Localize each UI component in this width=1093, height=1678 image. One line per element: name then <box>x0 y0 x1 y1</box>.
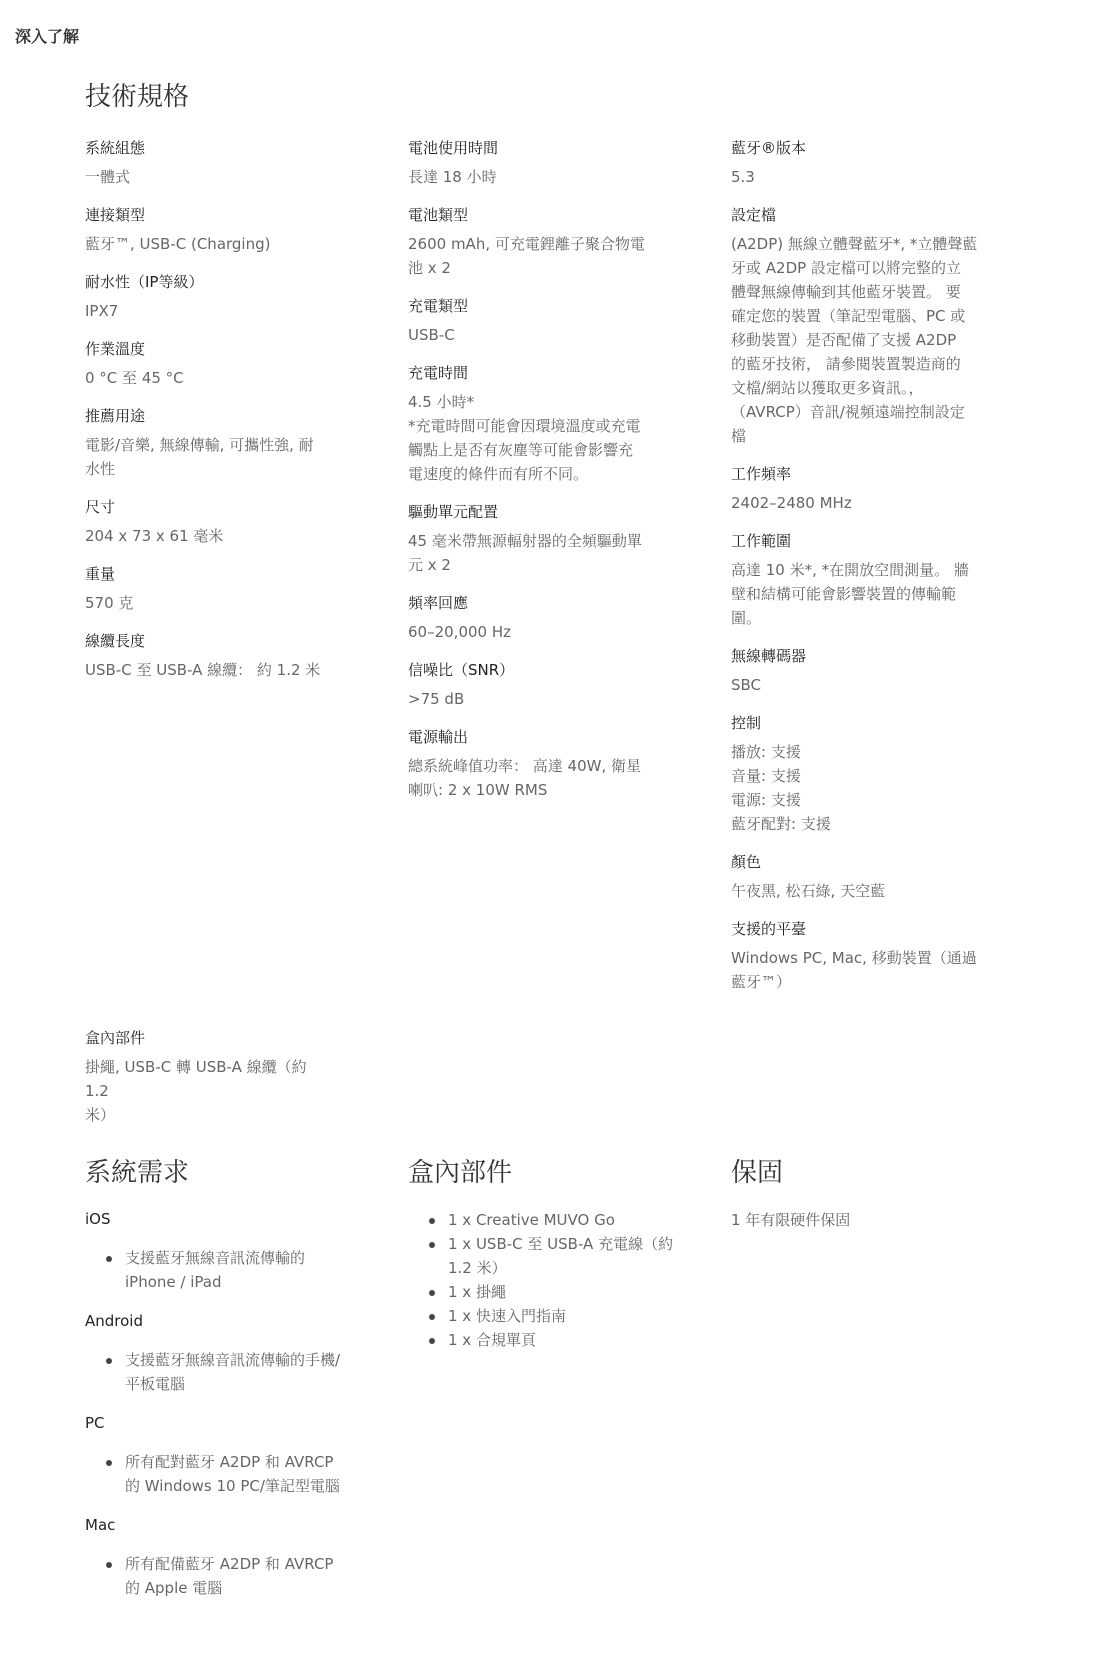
req-list <box>85 1348 345 1396</box>
spec-item <box>408 137 658 189</box>
spec-item <box>731 463 981 515</box>
system-requirements-title: 系統需求 <box>85 1158 190 1188</box>
spec-item <box>408 501 658 577</box>
req-item: 所有配備藍牙 A2DP 和 AVRCP 的 Apple 電腦 <box>85 1552 345 1600</box>
spec-item <box>731 530 981 630</box>
spec-label: 顏色 <box>731 853 762 871</box>
spec-value: SBC <box>731 676 762 694</box>
spec-value: 播放: 支援 音量: 支援 電源: 支援 藍牙配對: 支援 <box>731 743 831 833</box>
spec-value: 掛繩, USB-C 轉 USB-A 線纜（約 1.2 米） <box>85 1058 307 1124</box>
specs-column-2 <box>408 137 658 817</box>
req-os-label: Android <box>85 1312 143 1330</box>
spec-item <box>85 405 335 481</box>
spec-value: 45 毫米帶無源輻射器的全頻驅動單 元 x 2 <box>408 532 642 574</box>
spec-value: 4.5 小時* *充電時間可能會因環境溫度或充電 觸點上是否有灰塵等可能會影響充 電速度的條件而有所不同。 <box>408 393 641 483</box>
req-item: 支援藍牙無線音訊流傳輸的 iPhone / iPad <box>85 1246 345 1294</box>
spec-value: 570 克 <box>85 594 134 612</box>
spec-label: 藍牙®版本 <box>731 139 807 157</box>
spec-label: 電源輸出 <box>408 728 469 746</box>
spec-label: 重量 <box>85 565 116 583</box>
spec-item <box>408 659 658 711</box>
spec-item <box>85 137 335 189</box>
spec-value: 204 x 73 x 61 毫米 <box>85 527 224 545</box>
req-os-label: Mac <box>85 1516 116 1534</box>
spec-value: IPX7 <box>85 302 119 320</box>
warranty-text: 1 年有限硬件保固 <box>731 1211 851 1229</box>
req-list <box>85 1552 345 1600</box>
spec-label: 設定檔 <box>731 206 777 224</box>
spec-item <box>85 338 335 390</box>
spec-value: 5.3 <box>731 168 755 186</box>
spec-value: 0 °C 至 45 °C <box>85 369 184 387</box>
spec-item <box>85 630 335 682</box>
spec-item <box>731 918 981 994</box>
spec-item <box>408 204 658 280</box>
spec-label: 作業溫度 <box>85 340 146 358</box>
spec-value: 總系統峰值功率： 高達 40W, 衛星 喇叭: 2 x 10W RMS <box>408 757 641 799</box>
spec-value: USB-C 至 USB-A 線纜： 約 1.2 米 <box>85 661 321 679</box>
spec-value: (A2DP) 無線立體聲藍牙*, *立體聲藍 牙或 A2DP 設定檔可以將完整的立 體聲無線傳輸到其他藍牙裝置。 要 確定您的裝置（筆記型電腦、PC 或 移動裝置）是否配備了支援 A2DP 的藍牙技術， 請參閱裝置製造商的 文檔/網站以獲取更多資訊。， （AVRCP）音訊/視頻遠端控制設定 檔 <box>731 235 978 445</box>
specs-box-contents <box>85 1027 335 1142</box>
spec-label: 信噪比（SNR） <box>408 661 515 679</box>
spec-label: 支援的平臺 <box>731 920 807 938</box>
req-item: 支援藍牙無線音訊流傳輸的手機/平板電腦 <box>85 1348 345 1396</box>
req-os-label: iOS <box>85 1210 111 1228</box>
spec-value: 60–20,000 Hz <box>408 623 511 641</box>
spec-label: 尺寸 <box>85 498 116 516</box>
req-list <box>85 1246 345 1294</box>
spec-value: 午夜黑, 松石綠, 天空藍 <box>731 882 886 900</box>
spec-label: 電池使用時間 <box>408 139 499 157</box>
spec-item <box>408 726 658 802</box>
spec-item <box>731 204 981 448</box>
spec-item <box>85 496 335 548</box>
spec-label: 推薦用途 <box>85 407 146 425</box>
in-box-item: 1 x 合規單頁 <box>408 1328 698 1352</box>
in-box-list <box>408 1208 698 1352</box>
spec-value: 電影/音樂, 無線傳輸, 可攜性強, 耐 水性 <box>85 436 314 478</box>
spec-label: 線纜長度 <box>85 632 146 650</box>
req-os-label: PC <box>85 1414 105 1432</box>
system-requirements-section <box>85 1156 345 1600</box>
spec-label: 驅動單元配置 <box>408 503 499 521</box>
warranty-title: 保固 <box>731 1158 784 1188</box>
spec-value: 一體式 <box>85 168 131 186</box>
in-box-title: 盒內部件 <box>408 1158 513 1188</box>
warranty-section <box>731 1156 991 1232</box>
spec-item <box>731 712 981 836</box>
spec-label: 電池類型 <box>408 206 469 224</box>
spec-value: 2600 mAh, 可充電鋰離子聚合物電 池 x 2 <box>408 235 645 277</box>
spec-item <box>731 645 981 697</box>
spec-value: 長達 18 小時 <box>408 168 497 186</box>
spec-label: 系統組態 <box>85 139 146 157</box>
spec-value: Windows PC, Mac, 移動裝置（通過 藍牙™） <box>731 949 977 991</box>
spec-value: 2402–2480 MHz <box>731 494 852 512</box>
spec-label: 耐水性（IP等級） <box>85 273 204 291</box>
specs-column-1 <box>85 137 335 697</box>
spec-value: >75 dB <box>408 690 465 708</box>
spec-item <box>408 295 658 347</box>
spec-item <box>408 592 658 644</box>
spec-label: 控制 <box>731 714 762 732</box>
spec-item <box>85 204 335 256</box>
spec-item <box>85 271 335 323</box>
spec-item <box>85 1027 335 1127</box>
specs-column-3 <box>731 137 981 1009</box>
tech-specs-title: 技術規格 <box>85 82 190 112</box>
spec-item <box>85 563 335 615</box>
spec-label: 連接類型 <box>85 206 146 224</box>
spec-label: 充電時間 <box>408 364 469 382</box>
spec-value: USB-C <box>408 326 455 344</box>
in-box-item: 1 x 掛繩 <box>408 1280 698 1304</box>
in-box-item: 1 x USB-C 至 USB-A 充電線（約 1.2 米） <box>408 1232 698 1280</box>
spec-label: 無線轉碼器 <box>731 647 807 665</box>
spec-item <box>408 362 658 486</box>
in-box-item: 1 x 快速入門指南 <box>408 1304 698 1328</box>
in-box-section <box>408 1156 698 1352</box>
spec-label: 頻率回應 <box>408 594 469 612</box>
spec-label: 工作範圍 <box>731 532 792 550</box>
spec-label: 充電類型 <box>408 297 469 315</box>
spec-label: 工作頻率 <box>731 465 792 483</box>
spec-value: 藍牙™, USB-C (Charging) <box>85 235 271 253</box>
in-box-item: 1 x Creative MUVO Go <box>408 1208 698 1232</box>
spec-value: 高達 10 米*, *在開放空間測量。 牆 壁和結構可能會影響裝置的傳輸範 圍。 <box>731 561 969 627</box>
req-item: 所有配對藍牙 A2DP 和 AVRCP 的 Windows 10 PC/筆記型電腦 <box>85 1450 345 1498</box>
req-list <box>85 1450 345 1498</box>
page-header[interactable]: 深入了解 <box>15 27 80 46</box>
spec-item <box>731 137 981 189</box>
spec-item <box>731 851 981 903</box>
spec-label: 盒內部件 <box>85 1029 146 1047</box>
